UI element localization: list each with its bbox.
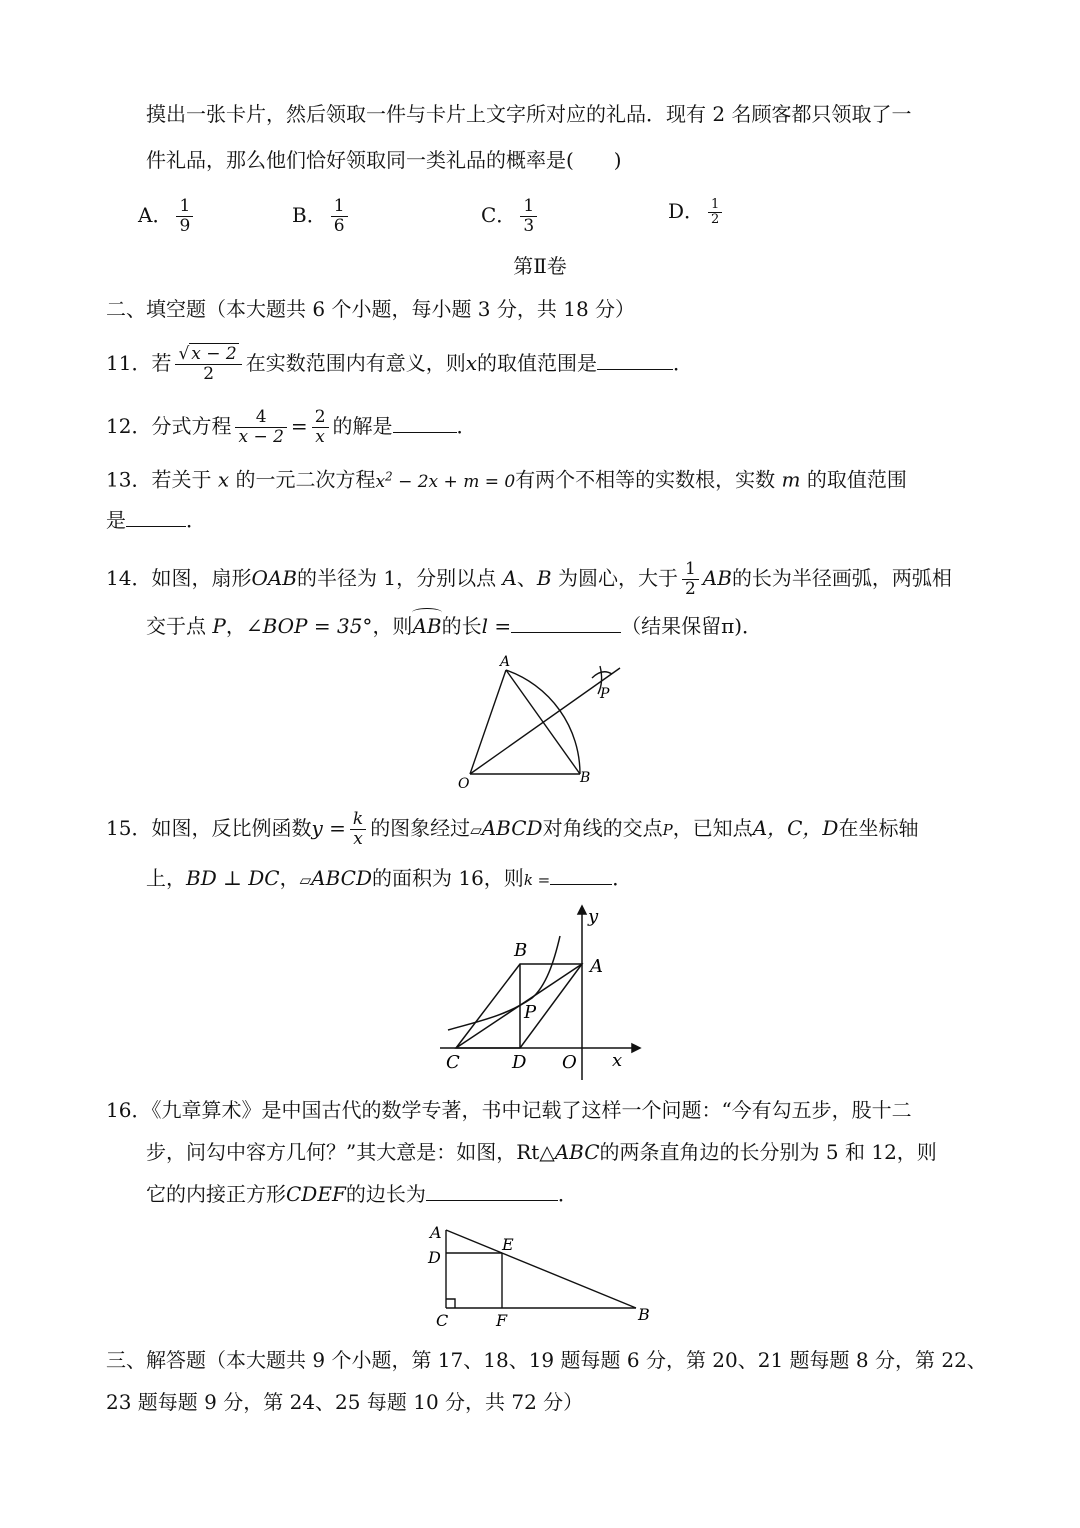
section3-line2: 23 题每题 9 分，第 24、25 每题 10 分，共 72 分） bbox=[106, 1390, 584, 1414]
label-b: B bbox=[580, 770, 591, 786]
question-15-line2: 上，BD ⊥ DC，▱ABCD的面积为 16，则k = ． bbox=[146, 866, 633, 890]
section3-line1: 三、解答题（本大题共 9 个小题，第 17、18、19 题每题 6 分，第 20、21 题每题 8 分，第 22、 bbox=[106, 1348, 987, 1372]
question-12: 12．分式方程 $\frac{4}{x - 2}$ = $\frac{2}{x}$ 的解是 ． bbox=[106, 407, 477, 447]
question-15-line1: 15．如图，反比例函数y = $\frac{k}{x}$ 的图象经过▱ABCD对角线的交点P，已知点A，C，D在坐标轴 bbox=[106, 809, 919, 849]
label-d: D bbox=[428, 1248, 441, 1267]
section2-title: 二、填空题（本大题共 6 个小题，每小题 3 分，共 18 分） bbox=[106, 297, 636, 321]
label-e: E bbox=[502, 1235, 514, 1254]
x-axis-arrow bbox=[632, 1044, 640, 1052]
label-d: D bbox=[512, 1052, 527, 1073]
label-a: A bbox=[590, 956, 603, 977]
q14-figure bbox=[440, 648, 640, 794]
label-b: B bbox=[638, 1305, 650, 1324]
y-axis-arrow bbox=[578, 906, 586, 914]
question-11: 11．若 $\frac{√ x - 2}{2}$ 在实数范围内有意义，则x的取值范围是 ． bbox=[106, 344, 694, 384]
label-p: P bbox=[600, 686, 610, 702]
volume-title: 第Ⅱ卷 bbox=[513, 254, 567, 278]
option-b: B． $\frac{1}{6}$ bbox=[292, 197, 352, 236]
option-d: D． $\frac{1}{2}$ bbox=[668, 197, 726, 227]
option-c: C． $\frac{1}{3}$ bbox=[481, 197, 541, 236]
right-angle-mark bbox=[446, 1299, 455, 1308]
question-16-line3: 它的内接正方形CDEF的边长为 ． bbox=[146, 1182, 578, 1206]
label-c: C bbox=[446, 1052, 460, 1073]
label-o: O bbox=[458, 776, 470, 792]
label-a: A bbox=[500, 654, 511, 670]
question-14-line1: 14．如图，扇形OAB的半径为 1，分别以点 A、B 为圆心，大于 $\frac{1}{2}$ AB的长为半径画弧，两弧相 bbox=[106, 559, 952, 599]
segment-oa bbox=[470, 670, 506, 774]
question-14-line2: 交于点 P，∠BOP = 35°，则AB的长l = （结果保留π)． bbox=[146, 614, 763, 638]
label-o: O bbox=[562, 1052, 577, 1073]
label-f: F bbox=[496, 1311, 508, 1330]
q10-line1: 摸出一张卡片，然后领取一件与卡片上文字所对应的礼品．现有 2 名顾客都只领取了一 bbox=[146, 102, 912, 126]
question-13-line1: 13．若关于 x 的一元二次方程$x^2 - 2x + m = 0$有两个不相等的实数根，实数 m 的取值范围 bbox=[106, 467, 907, 492]
q15-figure bbox=[436, 902, 646, 1082]
question-16-line2: 步，问勾中容方几何？”其大意是：如图，Rt△ABC的两条直角边的长分别为 5 和 12，则 bbox=[146, 1140, 937, 1164]
label-c: C bbox=[436, 1311, 449, 1330]
q10-line2: 件礼品，那么他们恰好领取同一类礼品的概率是( ) bbox=[146, 148, 622, 172]
q16-figure bbox=[420, 1220, 660, 1332]
label-y: y bbox=[588, 906, 599, 927]
label-a: A bbox=[430, 1223, 442, 1242]
label-x: x bbox=[612, 1050, 623, 1071]
question-13-line2: 是 ． bbox=[106, 508, 206, 532]
label-p: P bbox=[524, 1002, 537, 1023]
hypotenuse-ab bbox=[446, 1230, 636, 1308]
option-a: A． $\frac{1}{9}$ bbox=[138, 197, 197, 236]
ray-op bbox=[470, 668, 620, 774]
question-16-line1: 16．《九章算术》是中国古代的数学专著，书中记载了这样一个问题：“今有勾五步，股十二 bbox=[106, 1098, 912, 1122]
label-b: B bbox=[514, 940, 528, 961]
